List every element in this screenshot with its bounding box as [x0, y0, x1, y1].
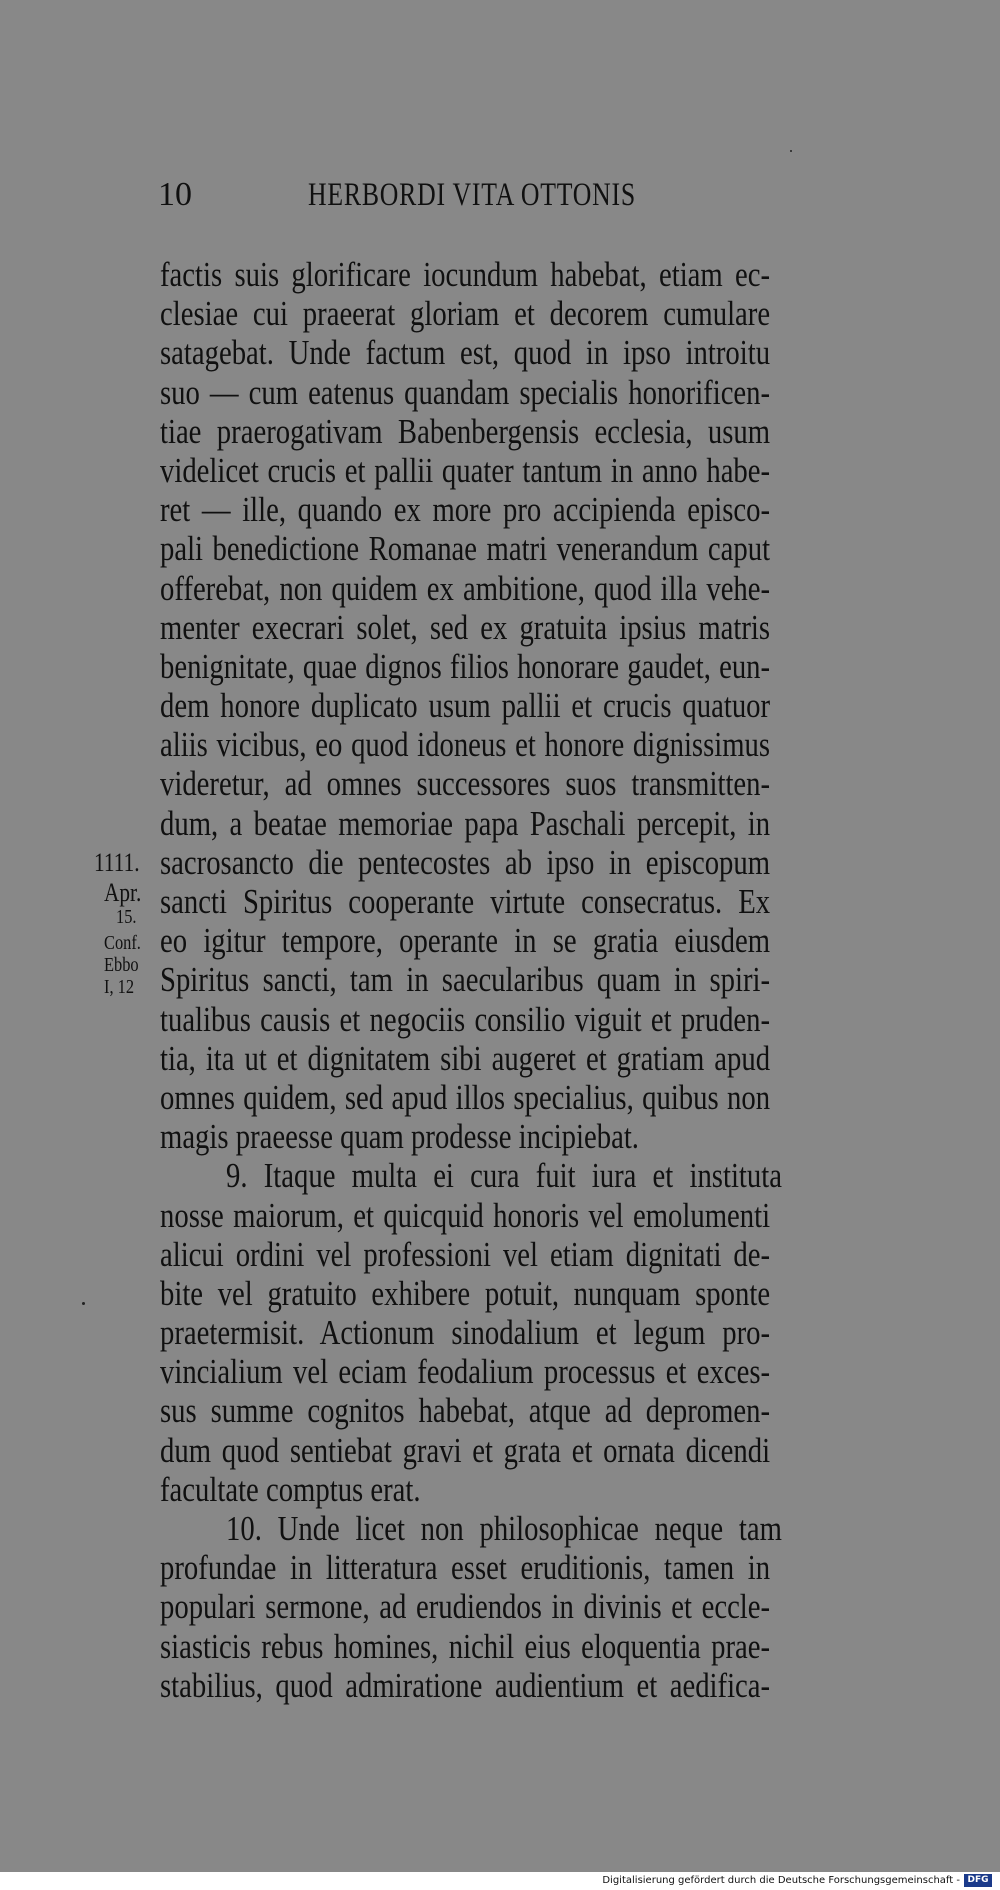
text-line: tia, ita ut et dignitatem sibi augeret et gratiam apud [160, 1038, 771, 1078]
text-line: omnes quidem, sed apud illos specialius, quibus non [160, 1077, 771, 1117]
text-line: facultate comptus erat. [160, 1469, 421, 1509]
text-line: dem honore duplicato usum pallii et crucis quatuor [160, 686, 771, 726]
text-line: Spiritus sancti, tam in saecularibus quam in spiri- [160, 960, 771, 1000]
margin-note-ebbo: Ebbo [104, 954, 139, 976]
text-line: populari sermone, ad erudiendos in divinis et eccle- [160, 1587, 771, 1627]
text-line: pali benedictione Romanae matri venerandum caput [160, 529, 771, 569]
text-line: praetermisit. Actionum sinodalium et legum pro- [160, 1313, 771, 1353]
text-line: sancti Spiritus cooperante virtute consecratus. Ex [160, 882, 771, 921]
text-line: dum quod sentiebat gravi et grata et ornata dicendi [160, 1430, 771, 1470]
running-title: HERBORDI VITA OTTONIS [308, 177, 636, 213]
text-line: stabilius, quod admiratione audientium et aedifica- [160, 1665, 771, 1705]
paragraph-start-line: 10. Unde licet non philosophicae neque tam [226, 1509, 782, 1548]
text-line: ret — ille, quando ex more pro accipienda episco- [160, 490, 771, 530]
margin-note-year: 1111. [94, 848, 140, 877]
text-line: tualibus causis et negociis consilio viguit et pruden- [160, 999, 771, 1039]
margin-note-conf: Conf. [104, 932, 141, 954]
text-line: profundae in litteratura esset eruditionis, tamen in [160, 1548, 771, 1588]
footer-credit: Digitalisierung gefördert durch die Deutsche Forschungsgemeinschaft - [602, 1875, 960, 1886]
text-line: videretur, ad omnes successores suos transmitten- [160, 764, 771, 804]
footer-bar [0, 1872, 1000, 1890]
text-line: tiae praerogativam Babenbergensis ecclesia, usum [160, 411, 771, 451]
dfg-logo: DFG [964, 1874, 992, 1887]
page-header [158, 170, 738, 220]
body-text [160, 255, 904, 1705]
text-line: siasticis rebus homines, nichil eius eloquentia prae- [160, 1626, 771, 1666]
page-number: 10 [158, 176, 192, 213]
text-line: sus summe cognitos habebat, atque ad depromen- [160, 1391, 771, 1431]
text-line: magis praeesse quam prodesse incipiebat. [160, 1117, 639, 1157]
speck [82, 1302, 85, 1305]
text-line: benignitate, quae dignos filios honorare gaudet, eun- [160, 646, 771, 686]
text-line: offerebat, non quidem ex ambitione, quod illa vehe- [160, 568, 771, 608]
text-line: videlicet crucis et pallii quater tantum in anno habe- [160, 450, 771, 490]
text-line: menter execrari solet, sed ex gratuita ipsius matris [160, 607, 771, 647]
speck [790, 150, 792, 152]
text-line: suo — cum eatenus quandam specialis honorificen- [160, 372, 771, 412]
margin-note-day: 15. [116, 906, 137, 928]
text-line: sacrosancto die pentecostes ab ipso in episcopum [160, 842, 771, 882]
text-line: dum, a beatae memoriae papa Paschali percepit, in [160, 803, 771, 843]
text-line: vincialium vel eciam feodalium processus et exces- [160, 1352, 771, 1392]
text-line: aliis vicibus, eo quod idoneus et honore dignissimus [160, 725, 771, 765]
text-line: nosse maiorum, et quicquid honoris vel emolumenti [160, 1195, 771, 1235]
margin-note-month: Apr. [104, 878, 142, 907]
text-line: bite vel gratuito exhibere potuit, nunquam sponte [160, 1273, 771, 1313]
margin-note-ref: I, 12 [104, 976, 135, 998]
text-line: factis suis glorificare iocundum habebat, etiam ec- [160, 255, 771, 294]
text-line: eo igitur tempore, operante in se gratia eiusdem [160, 921, 771, 961]
text-line: satagebat. Unde factum est, quod in ipso introitu [160, 333, 771, 373]
text-line: alicui ordini vel professioni vel etiam dignitati de- [160, 1234, 771, 1274]
text-line: clesiae cui praeerat gloriam et decorem cumulare [160, 294, 771, 334]
paragraph-start-line: 9. Itaque multa ei cura fuit iura et instituta [226, 1156, 782, 1196]
